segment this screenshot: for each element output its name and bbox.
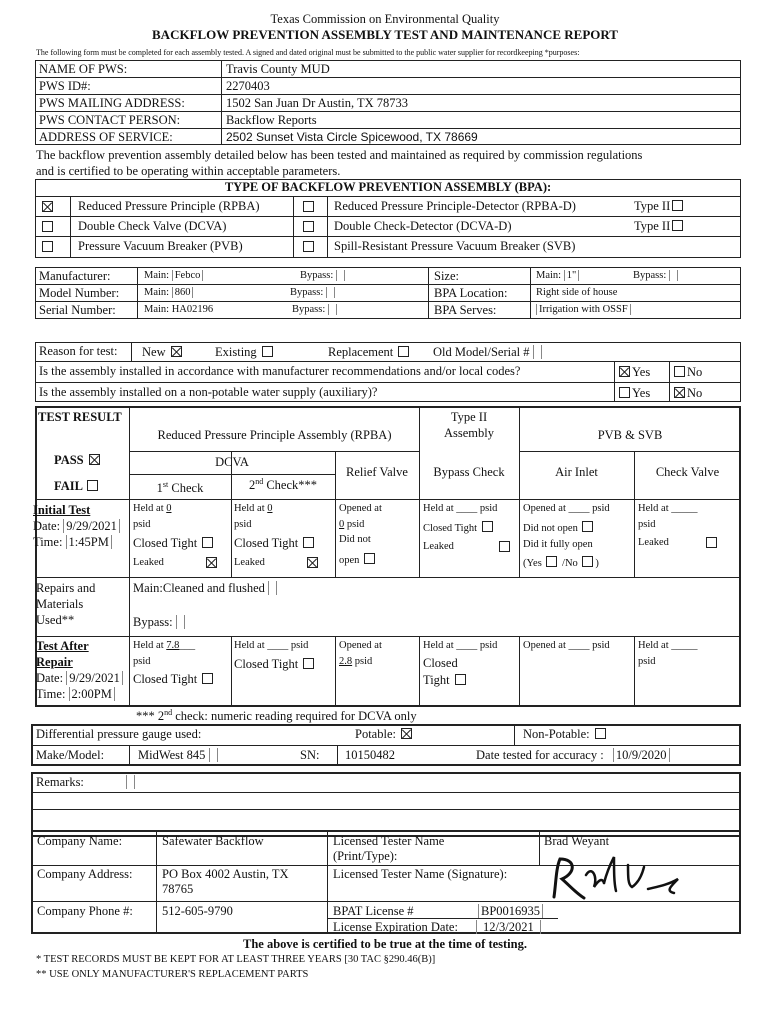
init-relief-value[interactable]: 0 psid: [339, 519, 365, 530]
size-main-field[interactable]: 1": [564, 270, 580, 281]
pvb-checkbox[interactable]: [40, 240, 55, 255]
check-valve-leaked-box[interactable]: [704, 536, 719, 551]
form-title: BACKFLOW PREVENTION ASSEMBLY TEST AND MAINTENANCE REPORT: [152, 27, 618, 42]
rpbad-type2[interactable]: [634, 199, 685, 214]
tester-name-field[interactable]: Brad Weyant: [544, 834, 610, 848]
agency-name: Texas Commission on Environmental Quality: [270, 12, 500, 26]
bypass-check-header: Bypass Check: [433, 465, 505, 479]
init-check1-leaked[interactable]: Leaked: [133, 557, 164, 568]
type2-label: Type II: [634, 199, 671, 213]
manufacturer-bypass: Bypass:: [300, 270, 345, 281]
accuracy-date: Date tested for accuracy : 10/9/2020: [476, 748, 670, 763]
init-check2-closed[interactable]: Closed Tight: [234, 536, 316, 551]
question-nonpotable: Is the assembly installed on a non-potable water supply (auxiliary)?: [39, 385, 378, 399]
repairs-label-2: Materials: [36, 597, 84, 611]
initial-test-label: Initial Test: [33, 503, 91, 517]
location-field[interactable]: Right side of house: [536, 287, 618, 298]
check-valve-header: Check Valve: [655, 465, 720, 479]
repairs-label-3: Used**: [36, 613, 75, 627]
bypass-leaked-box[interactable]: [497, 540, 512, 555]
tester-signature[interactable]: [540, 853, 690, 907]
air-inlet-header: Air Inlet: [555, 465, 598, 479]
reason-replacement[interactable]: [328, 345, 411, 360]
repairs-label-1: Repairs and: [36, 581, 96, 595]
repairs-bypass: Bypass:: [133, 615, 185, 630]
certified-statement: The above is certified to be true at the time of testing.: [243, 937, 527, 951]
company-address-field-2[interactable]: 78765: [162, 882, 194, 896]
bpat-value: BP0016935: [478, 904, 543, 918]
initial-date-field[interactable]: 9/29/2021: [63, 519, 120, 533]
company-name-field[interactable]: Safewater Backflow: [162, 834, 264, 848]
after-time-field[interactable]: 2:00PM: [69, 687, 115, 701]
certification-text-2: and is certified to be operating within acceptable parameters.: [36, 164, 341, 178]
after-check1-held: Held at 7.8___: [133, 640, 196, 651]
pws-name-label: NAME OF PWS:: [39, 62, 128, 76]
pws-address-field[interactable]: 1502 San Juan Dr Austin, TX 78733: [226, 96, 409, 110]
nonpotable-yes[interactable]: Yes: [617, 386, 650, 401]
pvb-svb-header: PVB & SVB: [597, 428, 663, 442]
make-field[interactable]: MidWest 845: [138, 748, 218, 763]
psid-unit: psid: [638, 656, 656, 667]
init-check1-closed[interactable]: Closed Tight: [133, 536, 215, 551]
air-inlet-opened: Opened at ____ psid: [523, 503, 610, 514]
reason-new[interactable]: [142, 345, 184, 360]
psid-unit: psid: [638, 519, 656, 530]
expiry-label: License Expiration Date:: [333, 920, 458, 934]
pass-option[interactable]: [54, 453, 102, 468]
after-repair-label-2: Repair: [36, 655, 73, 669]
init-check2-held: Held at 0: [234, 503, 273, 514]
reason-existing[interactable]: [215, 345, 275, 360]
service-address-label: ADDRESS OF SERVICE:: [39, 130, 173, 144]
init-check1-leaked-box[interactable]: [204, 556, 219, 571]
relief-not-open-1: Did not: [339, 534, 371, 545]
records-note: * TEST RECORDS MUST BE KEPT FOR AT LEAST THREE YEARS [30 TAC §290.46(B)]: [36, 954, 436, 965]
after-check1-value[interactable]: 7.8: [166, 640, 180, 651]
codes-no[interactable]: No: [672, 365, 702, 380]
company-phone-label: Company Phone #:: [37, 904, 133, 918]
repairs-bypass-field[interactable]: [176, 615, 185, 629]
model-label: Model Number:: [39, 286, 120, 300]
after-relief-opened: Opened at: [339, 640, 382, 651]
after-check1-closed[interactable]: Closed Tight: [133, 672, 215, 687]
serial-label: Serial Number:: [39, 303, 116, 317]
initial-time: Time: 1:45PM: [33, 535, 112, 550]
svb-label: Spill-Resistant Pressure Vacuum Breaker (SVB): [334, 239, 576, 253]
size-label: Size:: [434, 269, 459, 283]
repairs-main: Main:Cleaned and flushed: [133, 581, 277, 596]
tester-name-label-2: (Print/Type):: [333, 849, 398, 863]
remarks-label: Remarks:: [36, 775, 84, 789]
init-check2-leaked[interactable]: Leaked: [234, 557, 265, 568]
model-main-field[interactable]: 860: [172, 287, 194, 298]
dcvad-checkbox[interactable]: [301, 220, 316, 235]
remarks-field[interactable]: [126, 775, 135, 790]
certification-text: The backflow prevention assembly detailed below has been tested and maintained as required by commission regulations: [36, 148, 643, 162]
pws-address-label: PWS MAILING ADDRESS:: [39, 96, 185, 110]
second-check-header: 2nd Check***: [248, 477, 318, 493]
location-label: BPA Location:: [434, 286, 508, 300]
dcva-header: DCVA: [215, 455, 249, 469]
initial-time-field[interactable]: 1:45PM: [66, 535, 112, 549]
company-address-field[interactable]: PO Box 4002 Austin, TX: [162, 867, 289, 881]
pws-id-field[interactable]: 2270403: [226, 79, 270, 93]
init-check1-held: Held at 0: [133, 503, 172, 514]
type2-label: Type II: [634, 219, 671, 233]
fail-label: FAIL: [54, 479, 83, 493]
company-name-label: Company Name:: [37, 834, 123, 848]
bypass-closed[interactable]: Closed Tight: [423, 521, 495, 534]
dcvad-type2[interactable]: [634, 219, 685, 234]
pass-label: PASS: [54, 453, 84, 467]
reason-label: Reason for test:: [39, 344, 118, 358]
pws-contact-label: PWS CONTACT PERSON:: [39, 113, 181, 127]
codes-yes[interactable]: Yes: [617, 365, 650, 380]
after-date-field[interactable]: 9/29/2021: [66, 671, 123, 685]
bpa-type-title: TYPE OF BACKFLOW PREVENTION ASSEMBLY (BPA):: [224, 180, 552, 194]
serial-main-field[interactable]: HA02196: [171, 304, 214, 315]
dcvad-label: Double Check-Detector (DCVA-D): [334, 219, 512, 233]
svb-checkbox[interactable]: [301, 240, 316, 255]
expiry-field[interactable]: [476, 920, 541, 935]
rpba-checkbox[interactable]: [40, 200, 55, 215]
after-air-inlet-opened: Opened at ____ psid: [523, 640, 610, 651]
manufacturer-bypass-field[interactable]: [336, 270, 345, 281]
relief-valve-header: Relief Valve: [346, 465, 408, 479]
type2-header-2: Assembly: [444, 426, 494, 440]
reason-existing-label: Existing: [215, 345, 257, 359]
check-valve-leaked[interactable]: Leaked: [638, 537, 669, 548]
first-check-header: 1st Check: [156, 480, 204, 496]
after-bypass-held: Held at ____ psid: [423, 640, 498, 651]
initial-date: Date: 9/29/2021: [33, 519, 120, 534]
remarks-table: [31, 772, 741, 837]
after-check-valve-held: Held at _____: [638, 640, 698, 651]
pws-id-label: PWS ID#:: [39, 79, 91, 93]
pvb-label: Pressure Vacuum Breaker (PVB): [78, 239, 243, 253]
service-address-field[interactable]: 2502 Sunset Vista Circle Spicewood, TX 78669: [226, 130, 478, 144]
reason-old-serial[interactable]: [433, 345, 542, 360]
manufacturer-label: Manufacturer:: [39, 269, 111, 283]
after-bypass-closed-1: Closed: [423, 656, 458, 670]
air-inlet-not-open[interactable]: Did not open: [523, 521, 595, 534]
company-phone-field[interactable]: 512-605-9790: [162, 904, 233, 918]
psid-unit: psid: [234, 519, 252, 530]
test-result-label: TEST RESULT: [38, 410, 122, 424]
psid-unit: psid: [133, 656, 151, 667]
after-date: Date: 9/29/2021: [36, 671, 123, 686]
init-check2-value[interactable]: 0: [267, 503, 273, 514]
signature-label: Licensed Tester Name (Signature):: [333, 867, 508, 881]
psid-unit: psid: [133, 519, 151, 530]
nonpotable-no[interactable]: No: [672, 386, 702, 401]
init-check1-value[interactable]: 0: [166, 503, 172, 514]
after-check2-closed[interactable]: Closed Tight: [234, 657, 316, 672]
gauge-potable[interactable]: Potable:: [355, 727, 414, 742]
dcva-label: Double Check Valve (DCVA): [78, 219, 227, 233]
relief-not-open-2[interactable]: open: [339, 553, 377, 566]
after-bypass-closed-2[interactable]: Tight: [423, 673, 468, 688]
air-inlet-fully-open: Did it fully open: [523, 539, 593, 550]
signature-image: [540, 853, 690, 903]
rpba-label: Reduced Pressure Principle (RPBA): [78, 199, 260, 213]
air-inlet-yes-no[interactable]: (Yes /No ): [523, 558, 599, 569]
model-bypass: Bypass:: [290, 287, 335, 298]
tester-name-label-1: Licensed Tester Name: [333, 834, 445, 848]
serves-value: Irrigation with OSSF: [536, 304, 631, 315]
serial-main: Main: HA02196: [144, 304, 214, 315]
bpat-field[interactable]: [478, 904, 543, 919]
make-label: Make/Model:: [36, 748, 105, 762]
serves-label: BPA Serves:: [434, 303, 497, 317]
gauge-nonpotable[interactable]: Non-Potable:: [523, 727, 608, 742]
size-main: Main: 1": [536, 270, 579, 281]
expiry-value: 12/3/2021: [476, 920, 541, 934]
init-relief-opened: Opened at: [339, 503, 382, 514]
model-bypass-field[interactable]: [326, 287, 335, 298]
init-check2-leaked-box[interactable]: [305, 556, 320, 571]
accuracy-date-field[interactable]: 10/9/2020: [613, 748, 670, 762]
bypass-held: Held at ____ psid: [423, 503, 498, 514]
serial-bypass-field[interactable]: [328, 304, 337, 315]
question-codes: Is the assembly installed in accordance with manufacturer recommendations and/or local codes?: [39, 364, 521, 378]
pws-name-field[interactable]: Travis County MUD: [226, 62, 330, 76]
check-valve-held: Held at _____: [638, 503, 698, 514]
reason-old-label: Old Model/Serial #: [433, 345, 530, 359]
sn-field[interactable]: 10150482: [345, 748, 395, 762]
size-bypass-field[interactable]: [669, 270, 678, 281]
after-repair-label-1: Test After: [36, 639, 89, 653]
dcva-footnote: *** 2nd check: numeric reading required for DCVA only: [136, 708, 417, 724]
fail-option[interactable]: [54, 479, 100, 494]
parts-note: ** USE ONLY MANUFACTURER'S REPLACEMENT PARTS: [36, 969, 309, 980]
manufacturer-main-field[interactable]: Febco: [172, 270, 204, 281]
form-instructions: The following form must be completed for each assembly tested. A signed and dated original must be submitted to the public water supplier for recordkeeping *purposes:: [36, 48, 580, 57]
reason-new-label: New: [142, 345, 166, 359]
model-main: Main: 860: [144, 287, 193, 298]
pws-contact-field[interactable]: Backflow Reports: [226, 113, 317, 127]
serves-field[interactable]: [536, 304, 631, 315]
type2-header-1: Type II: [450, 410, 488, 424]
rpba-header: Reduced Pressure Principle Assembly (RPBA): [157, 428, 392, 442]
repairs-main-field[interactable]: Cleaned and flushed: [162, 581, 265, 595]
bypass-leaked[interactable]: Leaked: [423, 541, 454, 552]
manufacturer-main: Main: Febco: [144, 270, 203, 281]
gauge-label: Differential pressure gauge used:: [36, 727, 202, 741]
size-bypass: Bypass:: [633, 270, 678, 281]
after-check2-held: Held at ____ psid: [234, 640, 309, 651]
company-address-label: Company Address:: [37, 867, 133, 881]
dcva-checkbox[interactable]: [40, 220, 55, 235]
reason-replacement-label: Replacement: [328, 345, 394, 359]
after-time: Time: 2:00PM: [36, 687, 115, 702]
sn-label: SN:: [300, 748, 320, 762]
rpbad-checkbox[interactable]: [301, 200, 316, 215]
after-relief-value[interactable]: 2.8 psid: [339, 656, 373, 667]
rpbad-label: Reduced Pressure Principle-Detector (RPBA-D): [334, 199, 576, 213]
bpat-label: BPAT License #: [333, 904, 414, 918]
serial-bypass: Bypass:: [292, 304, 337, 315]
